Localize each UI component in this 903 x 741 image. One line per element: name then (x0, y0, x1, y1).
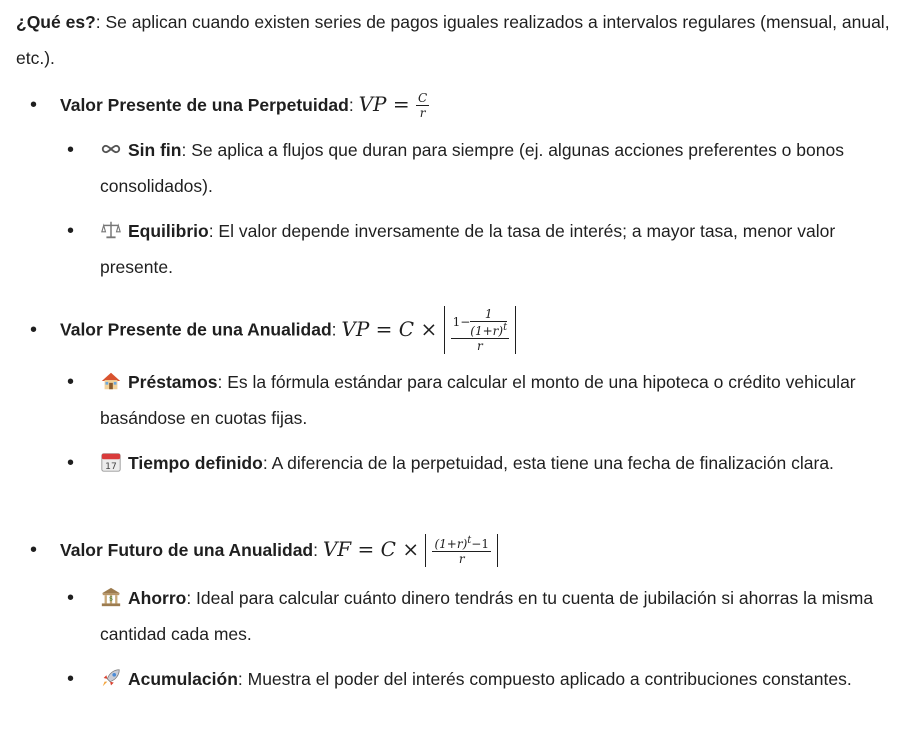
sub-item-title: Ahorro (128, 588, 187, 608)
formula-vf-annuity: VF = C × $\frac{(1+r)^t-1}{r}$ (323, 537, 498, 561)
item-title: Valor Futuro de una Anualidad (60, 540, 314, 560)
house-icon (100, 370, 122, 392)
svg-text:17: 17 (105, 460, 117, 472)
item-title: Valor Presente de una Perpetuidad (60, 95, 349, 115)
sub-item-text: : Es la fórmula estándar para calcular el monto de una hipoteca o crédito vehicular basándose en cuotas fijas. (100, 372, 856, 428)
list-item-perpetuity: • Valor Presente de una Perpetuidad: VP = $\frac{C}{r}$ (30, 86, 890, 123)
sub-item-acumulacion (67, 661, 897, 697)
list-item-annuity-fv: • Valor Futuro de una Anualidad: VF = C × $\frac{(1+r)^t-1}{r}$ (30, 531, 890, 568)
sub-item-text: : Se aplica a flujos que duran para siempre (ej. algunas acciones preferentes o bonos consolidados). (100, 140, 844, 196)
sub-item-title: Equilibrio (128, 221, 209, 241)
item-title: Valor Presente de una Anualidad (60, 319, 332, 340)
scales-icon (100, 219, 122, 241)
formula-vp-perpetuity: VP = $\frac{C}{r}$ (358, 91, 428, 120)
sub-item-title: Préstamos (128, 372, 218, 392)
bullet: • (30, 539, 38, 561)
list-item-annuity-pv: • Valor Presente de una Anualidad: VP = C × 1− $\frac{1}{(1+r)^t}$ r (30, 306, 890, 354)
sub-item-sin-fin (67, 132, 897, 204)
svg-text:$: $ (108, 594, 114, 603)
sub-item-ahorro (67, 580, 897, 652)
sub-item-text: : Muestra el poder del interés compuesto aplicado a contribuciones constantes. (237, 669, 852, 689)
bullet: • (67, 668, 75, 690)
sub-item-tiempo-definido (67, 445, 897, 481)
sub-item-title: Tiempo definido (128, 453, 263, 473)
bullet: • (67, 371, 75, 393)
rocket-icon (100, 667, 122, 689)
sub-item-title: Acumulación (128, 669, 238, 689)
bullet: • (30, 318, 38, 341)
bullet: • (67, 139, 75, 161)
sub-item-equilibrio (67, 213, 897, 285)
infinity-icon (100, 138, 122, 160)
bullet: • (67, 220, 75, 242)
sub-item-title: Sin fin (128, 140, 182, 160)
bullet: • (30, 94, 38, 116)
bank-icon (100, 586, 122, 608)
formula-vp-annuity: VP = C × 1− $\frac{1}{(1+r)^t}$ r (341, 317, 516, 341)
calendar-icon (100, 451, 122, 473)
sub-item-text: : El valor depende inversamente de la tasa de interés; a mayor tasa, menor valor presente. (100, 221, 836, 277)
bullet: • (67, 452, 75, 474)
intro-paragraph (16, 4, 891, 76)
bullet: • (67, 587, 75, 609)
intro-label: ¿Qué es? (16, 12, 96, 32)
sub-item-text: : Ideal para calcular cuánto dinero tendrás en tu cuenta de jubilación si ahorras la misma cantidad cada mes. (100, 588, 874, 644)
sub-item-prestamos (67, 364, 897, 436)
sub-item-text: : A diferencia de la perpetuidad, esta tiene una fecha de finalización clara. (262, 453, 834, 473)
intro-text: : Se aplican cuando existen series de pagos iguales realizados a intervalos regulares (mensual, anual, etc.). (16, 12, 890, 68)
